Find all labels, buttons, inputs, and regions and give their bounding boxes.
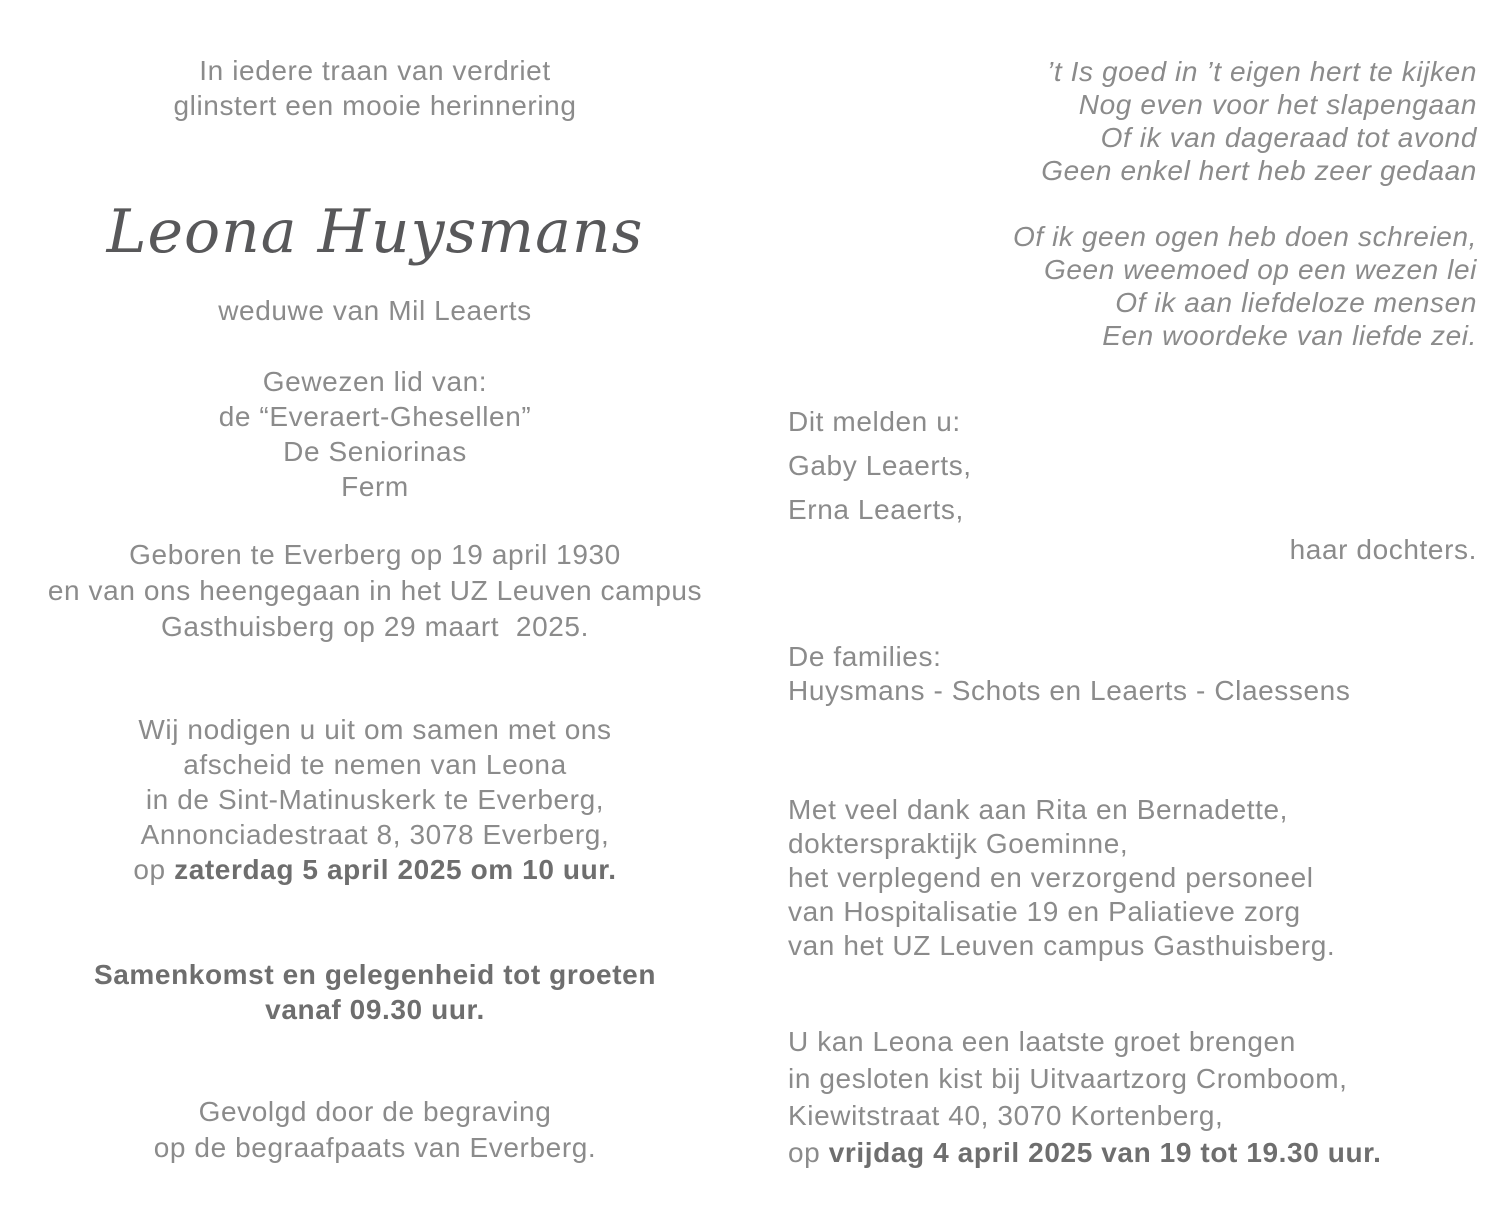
last-greeting-date-prefix: op — [788, 1137, 829, 1168]
epigraph-line: In iedere traan van verdriet — [199, 55, 551, 86]
invitation-date: zaterdag 5 april 2025 om 10 uur. — [174, 854, 617, 885]
invitation-date-prefix: op — [133, 854, 175, 885]
last-greeting-line: in gesloten kist bij Uitvaartzorg Cromboom, — [788, 1063, 1348, 1094]
invitation-line: in de Sint-Matinuskerk te Everberg, — [145, 784, 605, 815]
life-dates-line: Geboren te Everberg op 19 april 1930 — [129, 539, 621, 570]
poem-line: Nog even voor het slapengaan — [1078, 89, 1477, 120]
memberships-heading: Gewezen lid van: — [262, 366, 488, 397]
announcer-name: Gaby Leaerts, — [788, 450, 972, 481]
gathering-notice — [40, 957, 710, 1027]
thanks-line: het verplegend en verzorgend personeel — [788, 862, 1314, 893]
thanks-line: dokterspraktijk Goeminne, — [788, 828, 1129, 859]
life-dates-line: en van ons heengegaan in het UZ Leuven campus — [47, 575, 703, 606]
membership-item: De Seniorinas — [283, 436, 467, 467]
poem-line: Geen enkel hert heb zeer gedaan — [1041, 155, 1477, 186]
announcer-name: Erna Leaerts, — [788, 494, 964, 525]
widow-line: weduwe van Mil Leaerts — [218, 295, 532, 326]
gathering-line: vanaf 09.30 uur. — [265, 994, 485, 1025]
life-dates — [40, 537, 710, 645]
poem-line: Een woordeke van liefde zei. — [1102, 320, 1477, 351]
burial-line: Gevolgd door de begraving — [198, 1096, 552, 1127]
announcers-caption-block — [788, 534, 1477, 566]
poem-line: Of ik aan liefdeloze mensen — [1115, 287, 1477, 318]
widow-line-block — [40, 295, 710, 327]
families — [788, 640, 1477, 708]
epigraph-line: glinstert een mooie herinnering — [173, 90, 577, 121]
poem-stanza-1 — [788, 55, 1477, 187]
last-greeting-date: vrijdag 4 april 2025 van 19 tot 19.30 uur. — [828, 1137, 1382, 1168]
last-greeting-line: U kan Leona een laatste groet brengen — [788, 1026, 1296, 1057]
epigraph — [40, 53, 710, 123]
funeral-invitation — [40, 712, 710, 887]
memberships — [40, 364, 710, 504]
families-line: Huysmans - Schots en Leaerts - Claessens — [788, 675, 1351, 706]
gathering-line: Samenkomst en gelegenheid tot groeten — [93, 959, 657, 990]
poem-line: Geen weemoed op een wezen lei — [1043, 254, 1477, 285]
deceased-name: Leona Huysmans — [106, 197, 644, 267]
last-greeting-line: Kiewitstraat 40, 3070 Kortenberg, — [788, 1100, 1224, 1131]
poem-stanza-2 — [788, 220, 1477, 352]
thanks-line: van het UZ Leuven campus Gasthuisberg. — [788, 930, 1336, 961]
last-greeting-date-line — [788, 1134, 1477, 1171]
burial-line: op de begraafpaats van Everberg. — [153, 1132, 597, 1163]
poem-line: ’t Is goed in ’t eigen hert te kijken — [1047, 56, 1477, 87]
invitation-line: Wij nodigen u uit om samen met ons — [138, 714, 612, 745]
acknowledgements — [788, 793, 1477, 963]
poem-line: Of ik van dageraad tot avond — [1100, 122, 1477, 153]
announcement — [788, 400, 1477, 532]
poem-line: Of ik geen ogen heb doen schreien, — [1012, 221, 1477, 252]
membership-item: de “Everaert-Ghesellen” — [218, 401, 532, 432]
deceased-name-block — [40, 190, 710, 290]
announcers-caption: haar dochters. — [1289, 534, 1477, 565]
thanks-line: van Hospitalisatie 19 en Paliatieve zorg — [788, 896, 1301, 927]
families-heading: De families: — [788, 641, 942, 672]
announcement-heading: Dit melden u: — [788, 406, 961, 437]
burial-notice — [40, 1094, 710, 1166]
membership-item: Ferm — [341, 471, 409, 502]
invitation-date-line — [40, 852, 710, 887]
thanks-line: Met veel dank aan Rita en Bernadette, — [788, 794, 1289, 825]
life-dates-line: Gasthuisberg op 29 maart 2025. — [161, 611, 589, 642]
last-greeting-notice — [788, 1023, 1477, 1171]
invitation-line: Annonciadestraat 8, 3078 Everberg, — [140, 819, 610, 850]
invitation-line: afscheid te nemen van Leona — [183, 749, 567, 780]
